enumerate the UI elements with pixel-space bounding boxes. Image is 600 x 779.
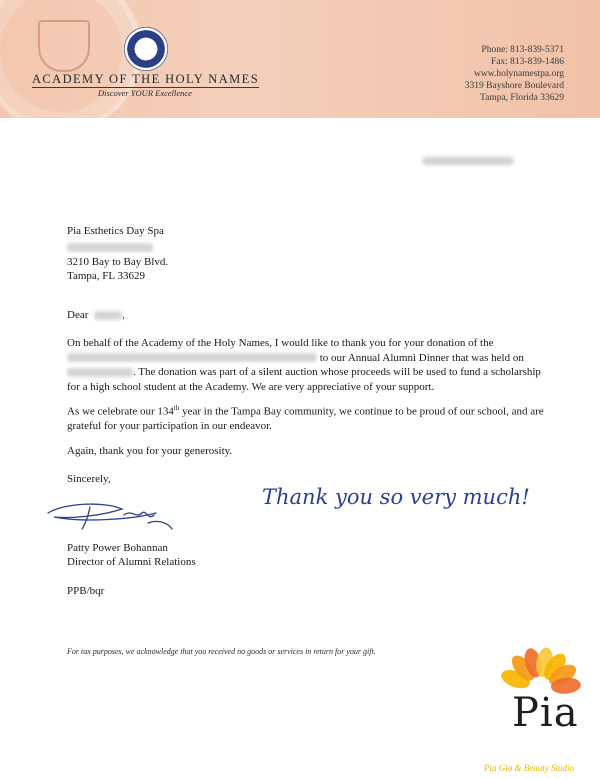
contact-city: Tampa, Florida 33629 xyxy=(479,93,564,103)
initials: PPB/bqr xyxy=(67,585,105,597)
recipient-address: 3210 Bay to Bay Blvd. xyxy=(67,256,169,268)
handwritten-thanks xyxy=(258,476,562,514)
school-name: ACADEMY OF THE HOLY NAMES xyxy=(32,72,260,86)
paragraph-2-sup: th xyxy=(173,404,180,412)
salutation-word: Dear xyxy=(67,309,89,321)
signer-name: Patty Power Bohannan xyxy=(67,542,168,554)
paragraph-2-b: year in the Tampa Bay community, we continue to be proud of our school, and are grateful for your participation in our endeavor. xyxy=(67,405,544,433)
redacted-recipient-line xyxy=(67,240,153,255)
recipient-city: Tampa, FL 33629 xyxy=(67,270,145,282)
contact-street: 3319 Bayshore Boulevard xyxy=(464,81,564,91)
redacted-date xyxy=(422,157,514,165)
tagline: Discover YOUR Excellence xyxy=(98,88,192,98)
paragraph-2-a: As we celebrate our 134 xyxy=(67,405,174,418)
contact-phone: Phone: 813-839-5371 xyxy=(481,45,564,55)
recipient-company: Pia Esthetics Day Spa xyxy=(67,225,164,237)
paragraph-1-mid: to our Annual Alumni Dinner that was held on xyxy=(319,351,524,364)
paragraph-3: Again, thank you for your generosity. xyxy=(67,445,233,457)
contact-website: www.holynamestpa.org xyxy=(474,69,564,79)
contact-block xyxy=(465,44,564,104)
paragraph-1-rest: . The donation was part of a silent auction whose proceeds will be used to fund a scholarship for a high school student at the Academy. We are very appreciative of your support. xyxy=(67,366,541,393)
signature-icon xyxy=(44,493,176,537)
paragraph-2 xyxy=(67,401,545,434)
contact-fax: Fax: 813-839-1486 xyxy=(490,57,564,67)
closing-sincerely: Sincerely, xyxy=(67,473,111,485)
paragraph-1-lead: On behalf of the Academy of the Holy Names, I would like to thank you for your donation of the xyxy=(67,337,494,349)
tax-note: For tax purposes, we acknowledge that you received no goods or services in return for your gift. xyxy=(67,647,376,656)
paragraph-1 xyxy=(67,336,545,394)
crest-shield-icon xyxy=(38,20,90,72)
handwritten-thanks-text: Thank you so very much! xyxy=(262,485,530,509)
letterhead xyxy=(0,0,600,118)
signer-title: Director of Alumni Relations xyxy=(67,556,196,568)
salutation: Dear , xyxy=(67,309,125,321)
pia-logo-text: Pia xyxy=(512,690,579,736)
school-seal-icon xyxy=(124,27,168,71)
watermark-text: Pia Gio & Beauty Studio xyxy=(484,763,574,773)
